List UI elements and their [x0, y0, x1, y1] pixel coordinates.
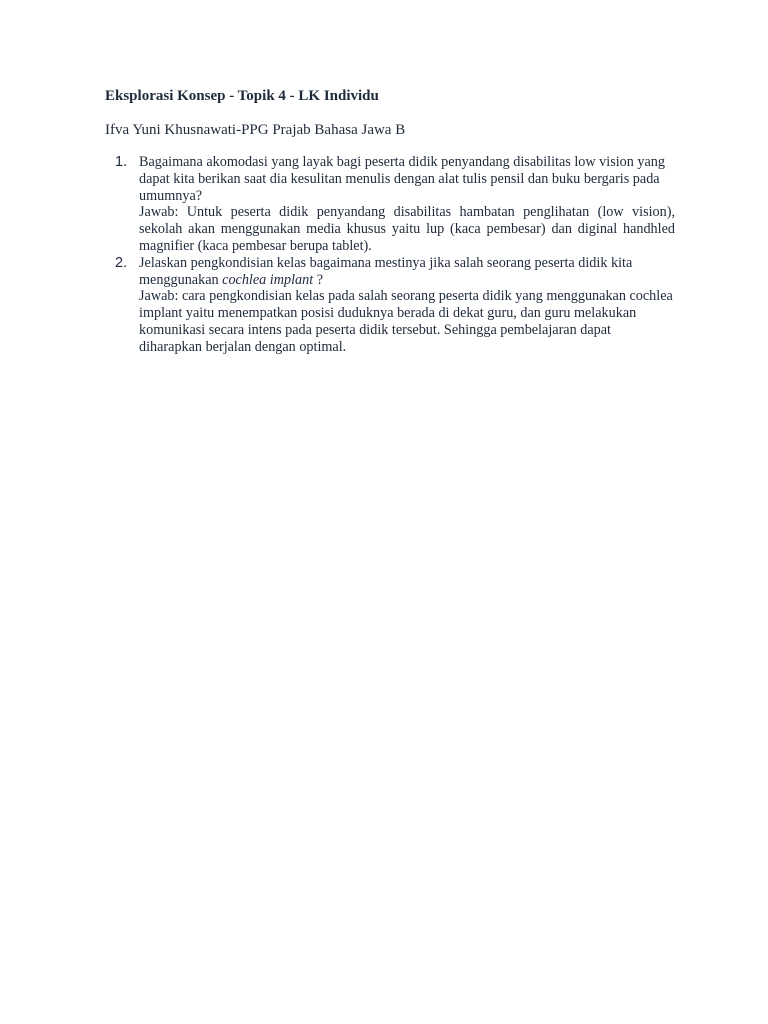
answer-text: Jawab: Untuk peserta didik penyandang disabilitas hambatan penglihatan (low vision), sekolah akan menggunakan media khusus yaitu lup (kaca pembesar) dan diginal handhled magnifier (kaca pembesar berupa tablet).: [139, 204, 675, 254]
question-item-1: [105, 154, 675, 255]
question-item-2: [105, 255, 675, 356]
question-number: 2.: [115, 254, 128, 271]
question-text-prefix: Jelaskan pengkondisian kelas bagaimana mestinya jika salah seorang peserta didik kita menggunakan: [139, 254, 633, 288]
question-text: [139, 255, 675, 289]
question-list: [105, 154, 675, 356]
answer-text: Jawab: cara pengkondisian kelas pada salah seorang peserta didik yang menggunakan cochlea implant yaitu menempatkan posisi duduknya berada di dekat guru, dan guru melakukan komunikasi secara intens pada peserta didik tersebut. Sehingga pembelajaran dapat diharapkan berjalan dengan optimal.: [139, 288, 673, 355]
question-text-suffix: ?: [313, 271, 324, 288]
document-title: Eksplorasi Konsep - Topik 4 - LK Individu: [105, 88, 379, 104]
question-text-italic-term: cochlea implant: [222, 271, 314, 288]
question-text: Bagaimana akomodasi yang layak bagi peserta didik penyandang disabilitas low vision yang dapat kita berikan saat dia kesulitan menulis dengan alat tulis pensil dan buku bergaris pada umumnya?: [139, 154, 665, 204]
question-number: 1.: [115, 154, 128, 170]
author-line: Ifva Yuni Khusnawati-PPG Prajab Bahasa Jawa B: [105, 122, 406, 138]
document-page: [105, 86, 675, 356]
